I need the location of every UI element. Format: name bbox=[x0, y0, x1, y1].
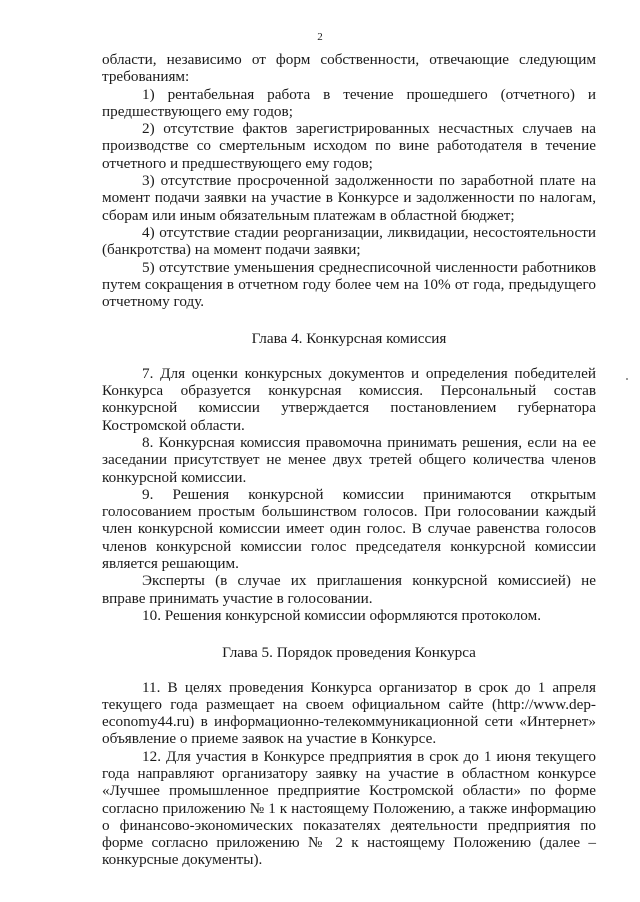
paragraph-item-10: 10. Решения конкурсной комиссии оформляются протоколом. bbox=[142, 606, 541, 624]
chapter-4-heading: Глава 4. Конкурсная комиссия bbox=[251, 330, 447, 348]
paragraph-item-8: 8. Конкурсная комиссия правомочна принимать решения, если на ее заседании присутствует не менее двух третей общего количества членов конкурсной комиссии. bbox=[102, 433, 596, 486]
paragraph-item-11: 11. В целях проведения Конкурса организатор в срок до 1 апреля текущего года размещает на своем официальном сайте (http://www.dep-economy44.ru) в информационно-телекоммуникационной сети «Интернет» объявление о приеме заявок на участие в Конкурсе. bbox=[102, 678, 596, 748]
paragraph-requirement-1: 1) рентабельная работа в течение прошедшего (отчетного) и предшествующего ему годов; bbox=[102, 85, 596, 120]
paragraph-requirement-5: 5) отсутствие уменьшения среднесписочной численности работников путем сокращения в отчетном году более чем на 10% от года, предыдущего отчетному году. bbox=[102, 258, 596, 311]
paragraph-intro: области, независимо от форм собственности, отвечающие следующим требованиям: bbox=[102, 51, 596, 86]
document-body bbox=[102, 51, 596, 869]
paragraph-experts: Эксперты (в случае их приглашения конкурсной комиссией) не вправе принимать участие в голосовании. bbox=[102, 572, 596, 607]
paragraph-item-9: 9. Решения конкурсной комиссии принимаются открытым голосованием простым большинством голосов. При голосовании каждый член конкурсной комиссии имеет один голос. В случае равенства голосов членов конкурсной комиссии голос председателя конкурсной комиссии является решающим. bbox=[102, 485, 596, 573]
paragraph-requirement-3: 3) отсутствие просроченной задолженности по заработной плате на момент подачи заявки на участие в Конкурсе и задолженности по налогам, сборам или иным обязательным платежам в областной бюджет; bbox=[102, 172, 596, 224]
paragraph-item-12: 12. Для участия в Конкурсе предприятия в срок до 1 июня текущего года направляют организатору заявку на участие в областном конкурсе «Лучшее промышленное предприятие Костромской области» по форме согласно приложению № 1 к настоящему Положению, а также информацию о финансово-экономических показателях деятельности предприятия по форме согласно приложению № 2 к настоящему Положению (далее – конкурсные документы). bbox=[102, 747, 596, 869]
chapter-5-heading: Глава 5. Порядок проведения Конкурса bbox=[222, 644, 476, 662]
scan-speck bbox=[626, 378, 628, 380]
page-number: 2 bbox=[317, 31, 323, 43]
paragraph-requirement-2: 2) отсутствие фактов зарегистрированных несчастных случаев на производстве со смертельным исходом по вине работодателя в течение отчетного и предшествующего ему годов; bbox=[102, 120, 596, 172]
paragraph-requirement-4: 4) отсутствие стадии реорганизации, ликвидации, несостоятельности (банкротства) на момент подачи заявки; bbox=[102, 223, 596, 259]
paragraph-item-7: 7. Для оценки конкурсных документов и определения победителей Конкурса образуется конкурсная комиссия. Персональный состав конкурсной комиссии утверждается постановлением губернатора Костромской области. bbox=[102, 364, 596, 434]
